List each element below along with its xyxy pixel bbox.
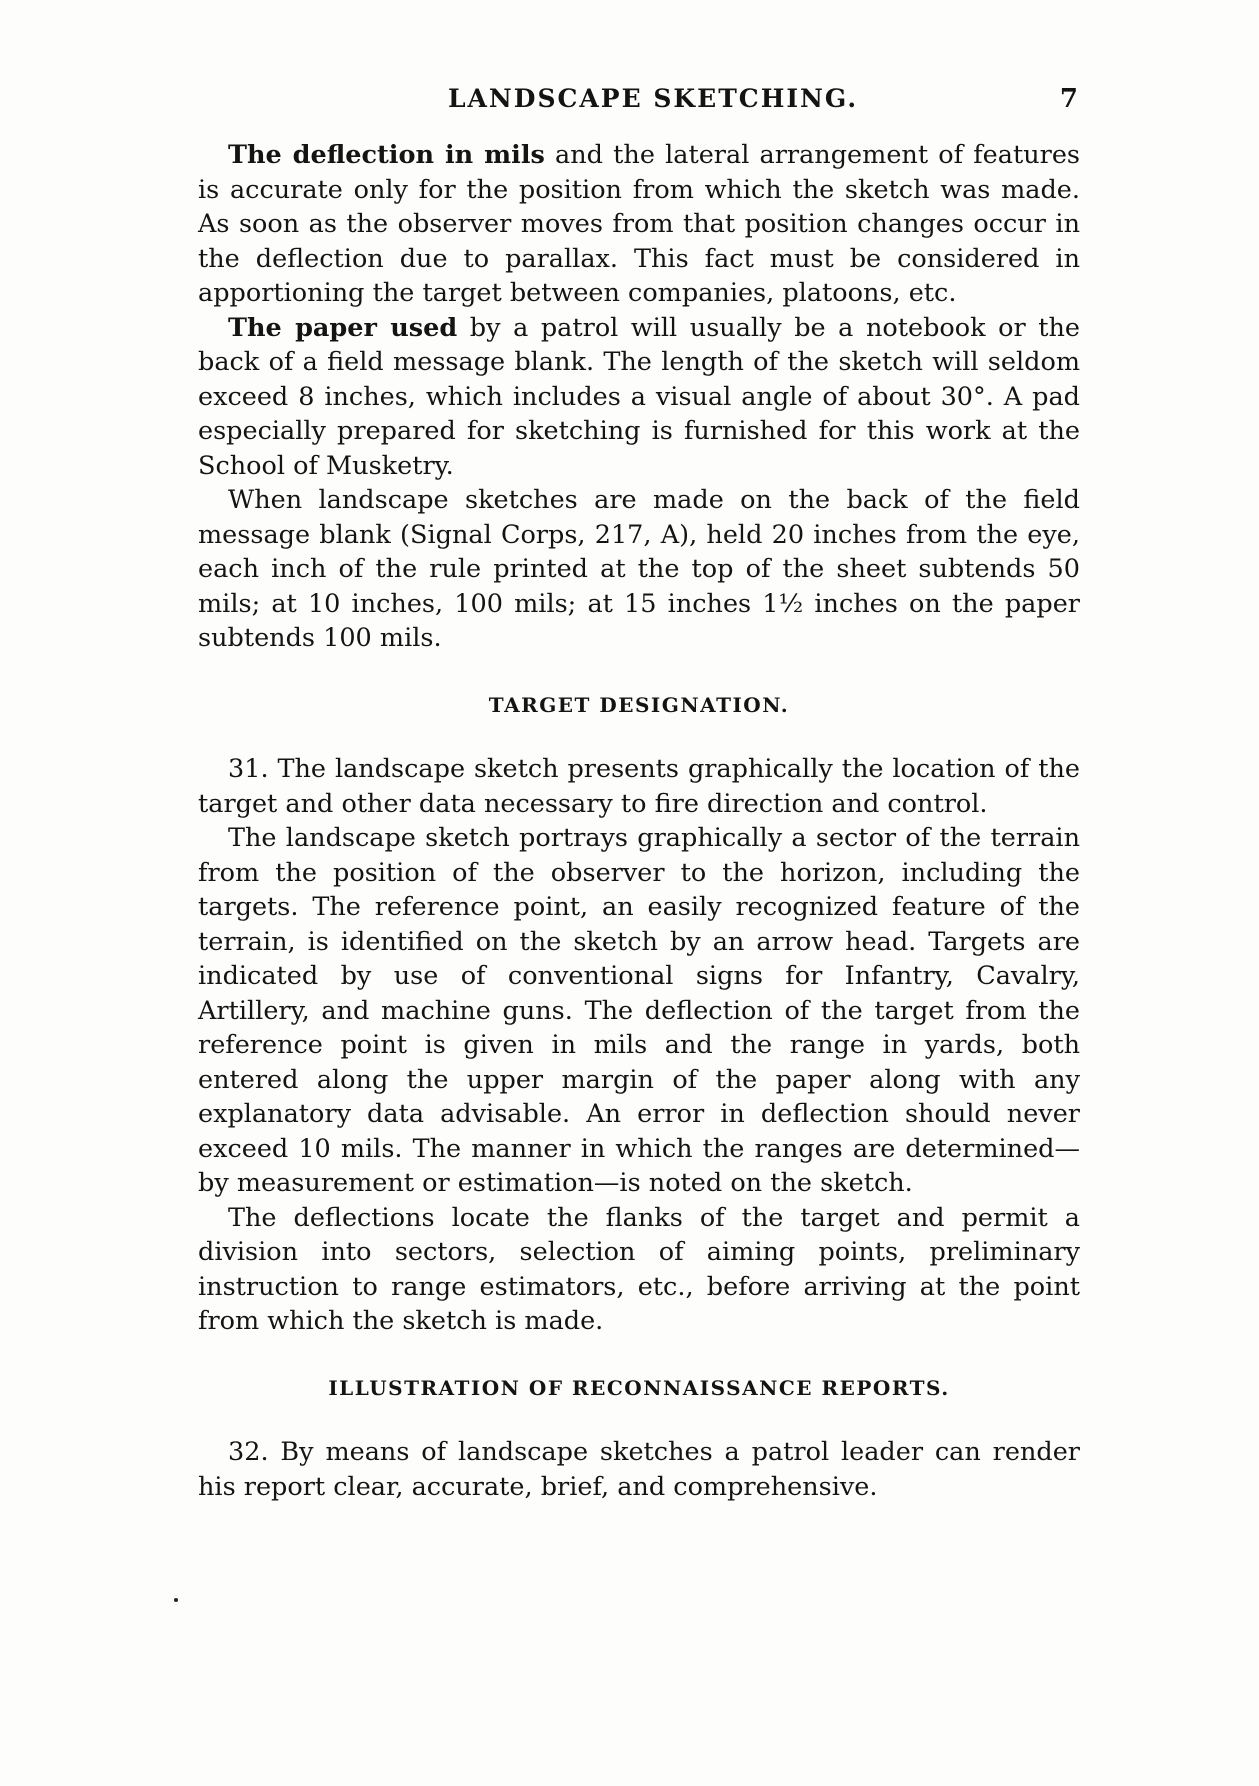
paragraph-text: and the lateral arrangement of features is accurate only for the position from which the sketch was made. As soon as the observer moves from that position changes occur in the deflection due to parallax. This fact must be considered in apportioning the target between companies, platoons, etc.: [198, 140, 1080, 308]
paragraph-lead: The paper used: [228, 312, 458, 343]
running-title: LANDSCAPE SKETCHING.: [447, 84, 859, 113]
paragraph-deflection: [198, 138, 1080, 311]
paragraph-message-blank: When landscape sketches are made on the back of the field message blank (Signal Corps, 217, A), held 20 inches from the eye, each inch of the rule printed at the top of the sheet subtends 50 mils; at 10 inches, 100 mils; at 15 inches 1½ inches on the paper subtends 100 mils.: [198, 485, 1080, 653]
paragraph-32: 32. By means of landscape sketches a patrol leader can render his report clear, accurate, brief, and comprehensive.: [198, 1437, 1080, 1502]
paragraph-sector: The landscape sketch portrays graphically a sector of the terrain from the position of the observer to the horizon, including the targets. The reference point, an easily recognized feature of the terrain, is identified on the sketch by an arrow head. Targets are indicated by use of conventional signs for Infantry, Cavalry, Artillery, and machine guns. The deflection of the target from the reference point is given in mils and the range in yards, both entered along the upper margin of the paper along with any explanatory data advisable. An error in deflection should never exceed 10 mils. The manner in which the ranges are determined—by measurement or estimation—is noted on the sketch.: [198, 823, 1080, 1198]
section-heading-reconnaissance: ILLUSTRATION OF RECONNAISSANCE REPORTS.: [328, 1375, 950, 1400]
paragraph-paper: [198, 311, 1080, 484]
body-text: [198, 138, 1080, 1504]
page-number: 7: [1059, 84, 1078, 114]
stray-ink-dot: [174, 1598, 178, 1602]
running-header: [228, 84, 1078, 124]
paragraph-lead: The deflection in mils: [228, 140, 545, 170]
paragraph-31: 31. The landscape sketch presents graphically the location of the target and other data necessary to fire direction and control.: [198, 754, 1080, 819]
section-heading-target-designation: TARGET DESIGNATION.: [488, 692, 790, 717]
paragraph-text: by a patrol will usually be a notebook or the back of a field message blank. The length of the sketch will seldom exceed 8 inches, which includes a visual angle of about 30°. A pad especially prepared for sketching is furnished for this work at the School of Musketry.: [198, 312, 1080, 481]
paragraph-flanks: The deflections locate the flanks of the target and permit a division into sectors, selection of aiming points, preliminary instruction to range estimators, etc., before arriving at the point from which the sketch is made.: [198, 1202, 1080, 1336]
